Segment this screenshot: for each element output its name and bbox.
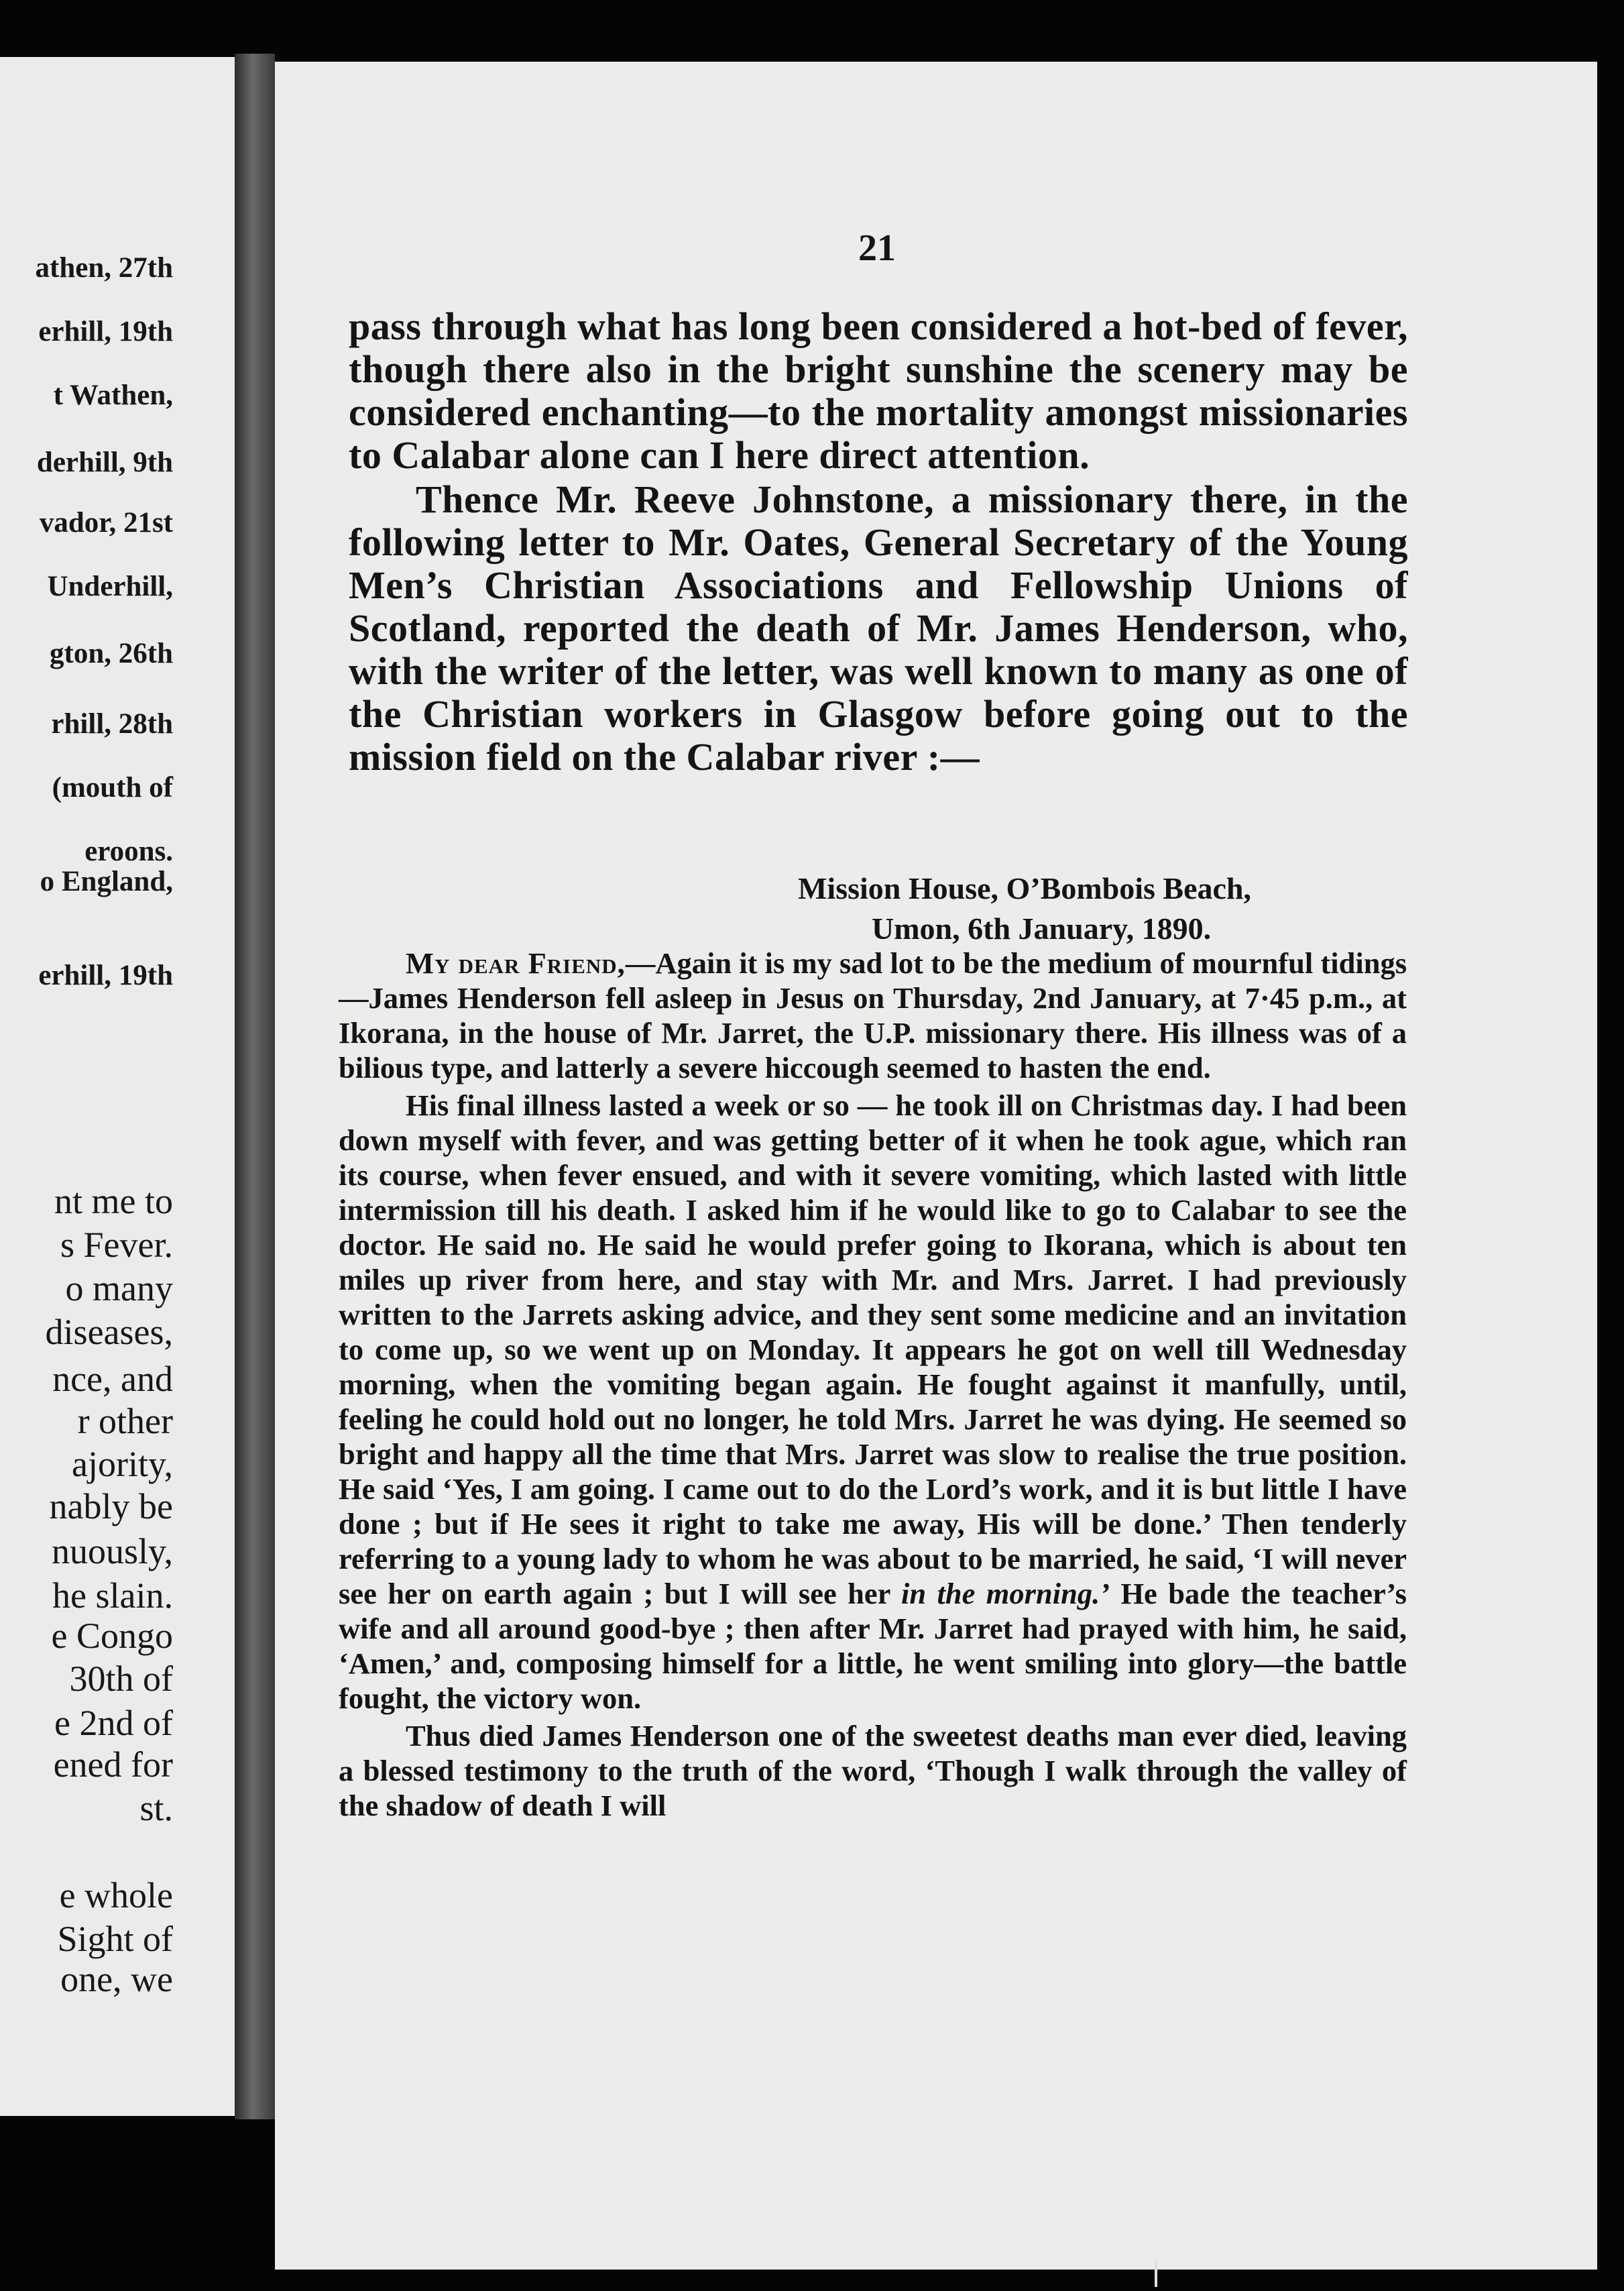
- intro-text: [349, 305, 1408, 779]
- left-fragment-line: Sight of: [57, 1919, 173, 1959]
- left-fragment-line: e 2nd of: [54, 1703, 173, 1743]
- left-fragment-line: ajority,: [72, 1444, 173, 1484]
- left-fragment-line: he slain.: [52, 1575, 173, 1616]
- left-fragment-line: nably be: [49, 1486, 173, 1526]
- letter-paragraph-1: [339, 946, 1407, 1085]
- left-fragment-line: nuously,: [51, 1531, 173, 1571]
- left-fragment-line: t Wathen,: [53, 380, 173, 411]
- left-fragment-line: o many: [65, 1268, 173, 1308]
- intro-paragraph-1: pass through what has long been considered a hot-bed of fever, though there also in the bright sunshine the scenery may be considered enchanting—to the mortality amongst missionaries to Calabar alone can I here direct attention.: [349, 304, 1408, 477]
- letter-paragraph-2: [339, 1088, 1407, 1716]
- left-fragment-line: vador, 21st: [39, 507, 173, 539]
- left-fragment-line: e Congo: [51, 1616, 173, 1656]
- left-fragment-line: r other: [77, 1401, 173, 1441]
- left-fragment-line: st.: [139, 1788, 173, 1828]
- left-fragment-line: erhill, 19th: [38, 316, 173, 347]
- left-fragment-line: rhill, 28th: [51, 708, 173, 740]
- letter-paragraph-2-text-b: He bade the teacher’s wife and all around good-bye ; then after Mr. Jarret had prayed with him, he said, ‘Amen,’ and, composing himself for a little, he went smiling into glory—the battle fought, the victory won.: [339, 1577, 1407, 1715]
- address-line-2: Umon, 6th January, 1890.: [872, 911, 1212, 946]
- left-fragment-line: erhill, 19th: [38, 960, 173, 991]
- left-fragment-line: o England,: [40, 866, 173, 897]
- letter-paragraph-2-italic: in the morning.’: [901, 1577, 1110, 1610]
- left-fragment-line: athen, 27th: [35, 252, 173, 284]
- letter-paragraph-3: Thus died James Henderson one of the sweetest deaths man ever died, leaving a blessed testimony to the truth of the word, ‘Though I walk through the valley of the shadow of death I will: [339, 1719, 1407, 1822]
- left-fragment-line: ened for: [53, 1744, 173, 1785]
- left-fragment-line: (mouth of: [52, 772, 173, 803]
- left-fragment-line: diseases,: [45, 1312, 173, 1352]
- left-fragment-line: 30th of: [69, 1659, 173, 1699]
- left-fragment-line: Underhill,: [47, 571, 173, 602]
- left-fragment-line: eroons.: [84, 836, 173, 867]
- left-page-fragment: [0, 57, 235, 2116]
- left-fragment-line: nce, and: [52, 1359, 173, 1399]
- letter-body: [339, 946, 1407, 1823]
- letter-paragraph-2-text-a: His final illness lasted a week or so — he took ill on Christmas day. I had been down myself with fever, and was getting better of it when he took ague, which ran its course, when fever ensued, and with it severe vomiting, which lasted with little intermission till his death. I asked him if he would like to go to Calabar to see the doctor. He said no. He said he would prefer going to Ikorana, which is about ten miles up river from here, and stay with Mr. and Mrs. Jarret. I had previously written to the Jarrets asking advice, and they sent some medicine and an invitation to come up, so we went up on Monday. It appears he got on well till Wednesday morning, when the vomiting began again. He fought against it manfully, until, feeling he could hold out no longer, he told Mrs. Jarret he was dying. He seemed so bright and happy all the time that Mrs. Jarret was slow to realise the true position. He said ‘Yes, I am going. I came out to do the Lord’s work, and it is but little I have done ; but if He sees it right to take me away, His will be done.’ Then tenderly referring to a young lady to whom he was about to be married, he said, ‘I will never see her on earth again ; but I will see her: [339, 1088, 1407, 1610]
- letter-salutation: My dear Friend,: [406, 946, 626, 980]
- letter-paragraph-1-text: —Again it is my sad lot to be the medium of mournful tidings—James Henderson fell asleep in Jesus on Thursday, 2nd January, at 7·45 p.m., at Ikorana, in the house of Mr. Jarret, the U.P. missionary there. His illness was of a bilious type, and latterly a severe hiccough seemed to hasten the end.: [339, 946, 1407, 1084]
- left-fragment-line: one, we: [60, 1959, 173, 1999]
- page-number: 21: [858, 227, 896, 269]
- intro-paragraph-2: Thence Mr. Reeve Johnstone, a missionary there, in the following letter to Mr. Oates, General Secretary of the Young Men’s Christian Associations and Fellowship Unions of Scotland, reported the death of Mr. James Henderson, who, with the writer of the letter, was well known to many as one of the Christian workers in Glasgow before going out to the mission field on the Calabar river :—: [349, 478, 1408, 779]
- left-fragment-line: nt me to: [54, 1181, 173, 1221]
- book-gutter: [235, 54, 275, 2119]
- left-fragment-line: derhill, 9th: [36, 447, 173, 478]
- letter-address: [798, 869, 1251, 949]
- left-fragment-line: s Fever.: [60, 1225, 173, 1265]
- address-line-1: Mission House, O’Bombois Beach,: [798, 871, 1252, 905]
- crop-mark: [1155, 2260, 1157, 2287]
- left-fragment-line: gton, 26th: [50, 638, 173, 669]
- left-fragment-line: e whole: [59, 1875, 173, 1915]
